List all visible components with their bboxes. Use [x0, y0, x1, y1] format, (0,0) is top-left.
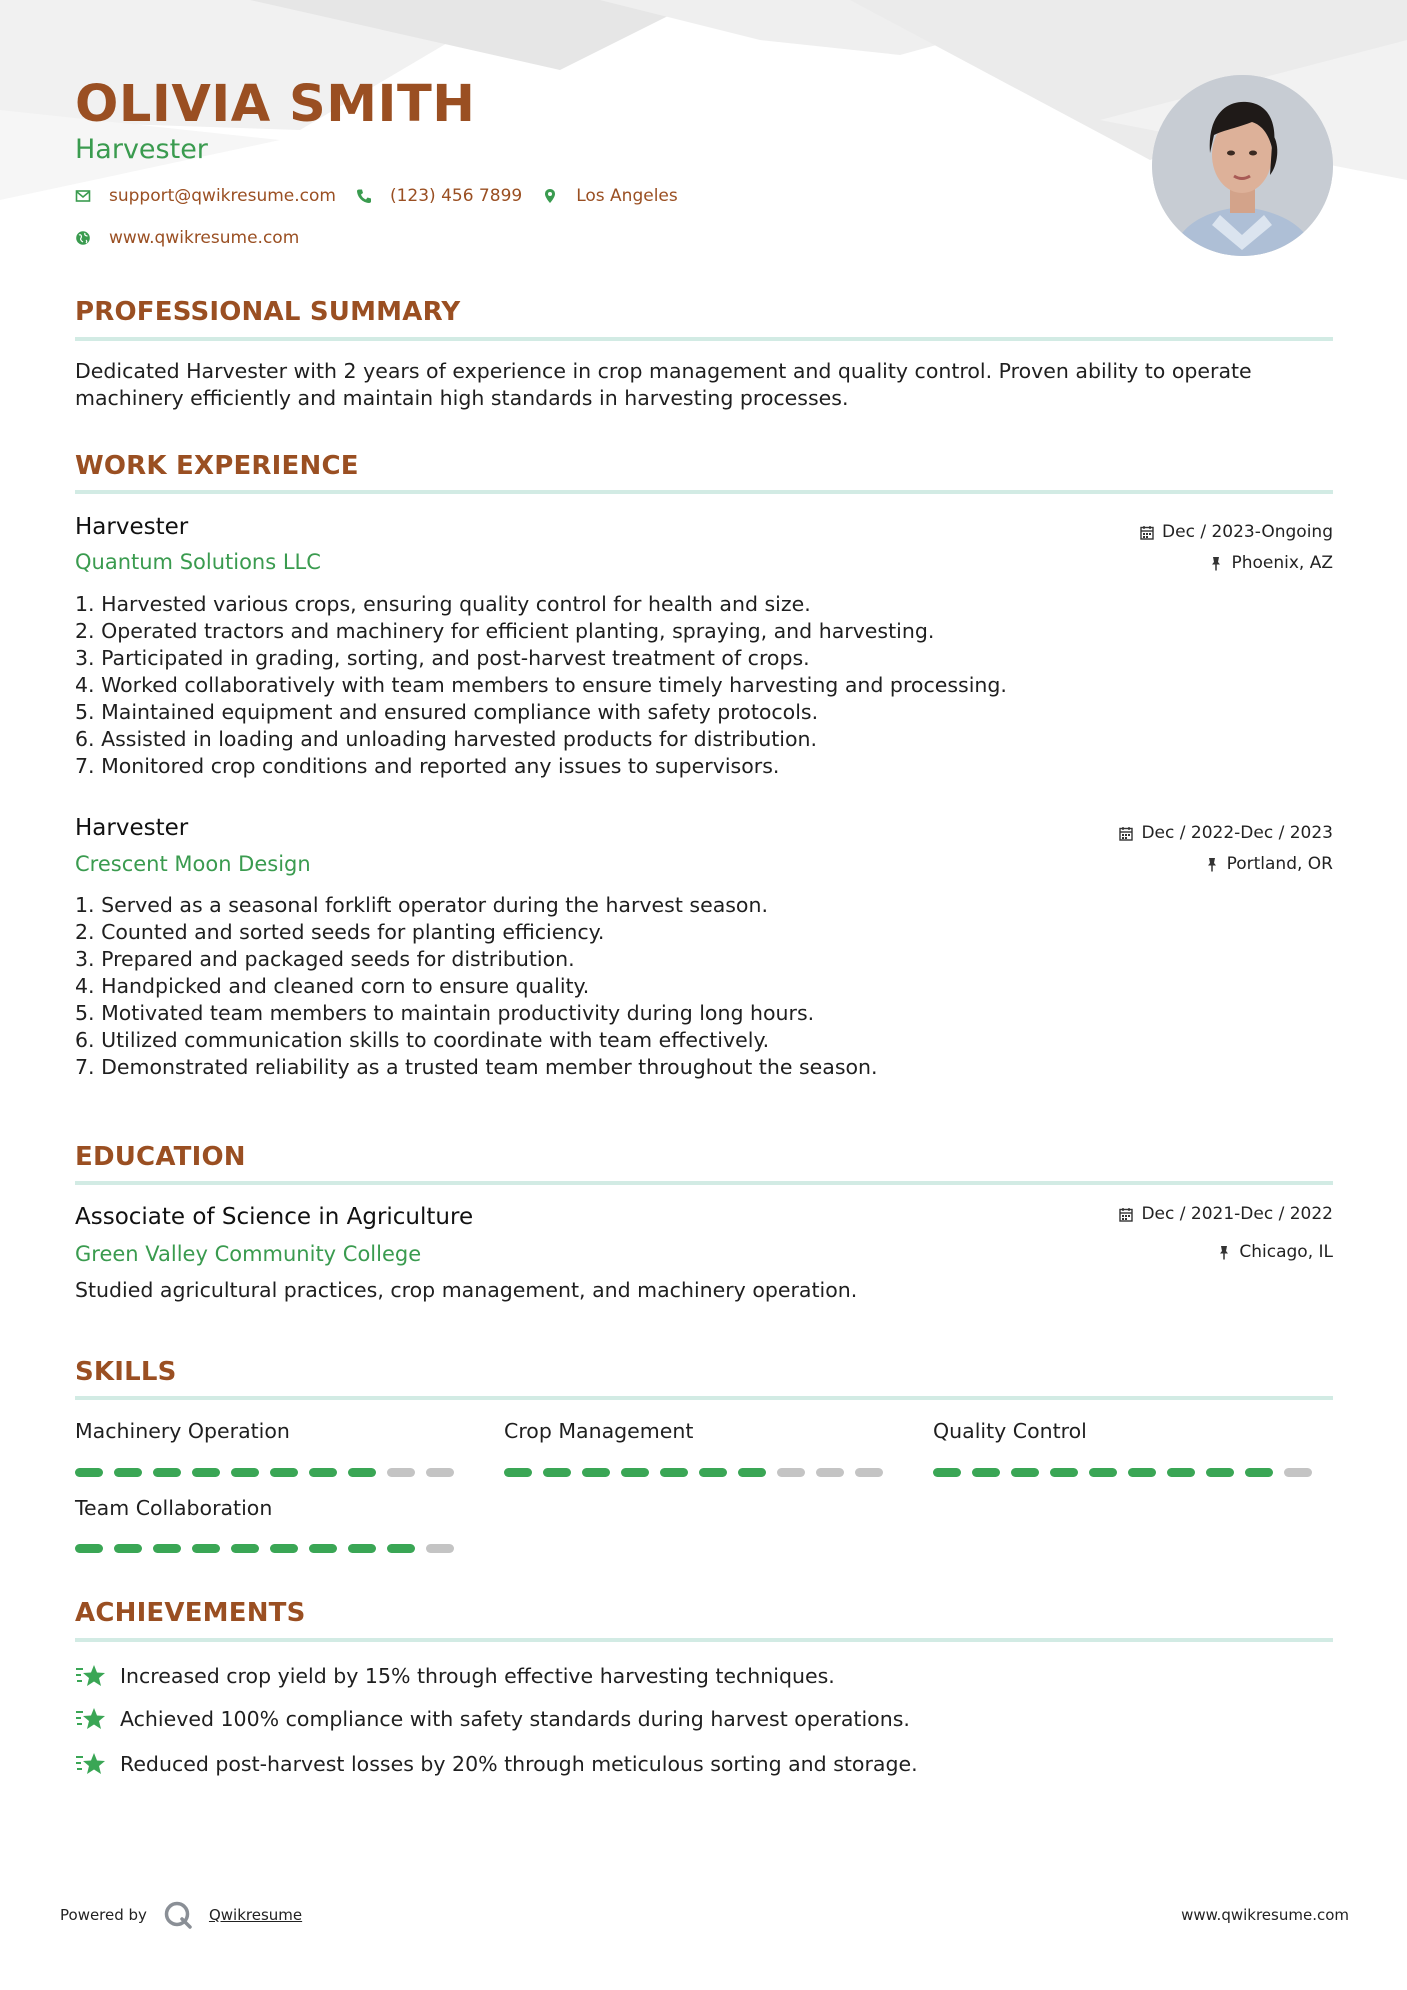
skill-level-bar: [75, 1544, 465, 1553]
skill-dash-filled: [348, 1544, 376, 1553]
achievement-text: Increased crop yield by 15% through effective harvesting techniques.: [120, 1664, 835, 1688]
avatar-illustration: [1152, 75, 1333, 256]
achievement-item: [75, 1663, 835, 1689]
contact-row: [75, 186, 698, 206]
skill-dash-filled: [75, 1468, 103, 1477]
candidate-title: Harvester: [75, 134, 208, 165]
skill-dash-filled: [1206, 1468, 1234, 1477]
skill-dash-filled: [270, 1468, 298, 1477]
skills-heading: SKILLS: [75, 1357, 177, 1387]
skill-dash-empty: [426, 1544, 454, 1553]
job-title: Harvester: [75, 514, 189, 540]
skill-name: Crop Management: [504, 1419, 694, 1443]
skill-name: Team Collaboration: [75, 1496, 273, 1520]
candidate-name: OLIVIA SMITH: [75, 75, 476, 134]
skill-dash-filled: [543, 1468, 571, 1477]
achievement-text: Reduced post-harvest losses by 20% through meticulous sorting and storage.: [120, 1752, 918, 1776]
footer-website[interactable]: www.qwikresume.com: [1181, 1906, 1349, 1924]
skill-dash-filled: [504, 1468, 532, 1477]
job-company: Crescent Moon Design: [75, 852, 311, 876]
job-dates: [1140, 521, 1333, 543]
skill-dash-empty: [1284, 1468, 1312, 1477]
job-location: [1209, 552, 1333, 574]
skill-dash-empty: [777, 1468, 805, 1477]
skill-dash-filled: [621, 1468, 649, 1477]
skill-name: Quality Control: [933, 1419, 1087, 1443]
skill-level-bar: [504, 1468, 894, 1477]
skill-dash-filled: [387, 1544, 415, 1553]
list-item: 6. Assisted in loading and unloading harvested products for distribution.: [75, 727, 818, 751]
list-item: 6. Utilized communication skills to coordinate with team effectively.: [75, 1028, 770, 1052]
pushpin-icon: [1209, 556, 1223, 571]
profile-photo: [1152, 75, 1333, 256]
skill-dash-filled: [309, 1468, 337, 1477]
map-pin-icon: [542, 188, 558, 204]
education-divider: [75, 1181, 1333, 1185]
skill-dash-filled: [699, 1468, 727, 1477]
achievements-heading: ACHIEVEMENTS: [75, 1598, 306, 1628]
list-item: 3. Participated in grading, sorting, and post-harvest treatment of crops.: [75, 646, 810, 670]
skill-dash-empty: [387, 1468, 415, 1477]
education-dates: [1119, 1203, 1333, 1225]
skill-dash-filled: [1011, 1468, 1039, 1477]
skill-dash-filled: [231, 1544, 259, 1553]
list-item: 1. Served as a seasonal forklift operator during the harvest season.: [75, 893, 768, 917]
list-item: 1. Harvested various crops, ensuring quality control for health and size.: [75, 592, 811, 616]
education-description: Studied agricultural practices, crop management, and machinery operation.: [75, 1278, 858, 1302]
education-dates-text: Dec / 2021-Dec / 2022: [1141, 1204, 1333, 1224]
skill-dash-filled: [1167, 1468, 1195, 1477]
contact-phone[interactable]: [356, 186, 522, 206]
location-text: Los Angeles: [576, 186, 678, 206]
summary-text: Dedicated Harvester with 2 years of experience in crop management and quality control. Proven ability to operate machinery efficiently and maintain high standards in harvesting processes.: [75, 359, 1252, 410]
education-location-text: Chicago, IL: [1239, 1242, 1333, 1262]
degree-title: Associate of Science in Agriculture: [75, 1204, 474, 1230]
skill-dash-empty: [855, 1468, 883, 1477]
summary-heading: PROFESSIONAL SUMMARY: [75, 297, 461, 327]
calendar-icon: [1119, 826, 1133, 841]
skill-dash-filled: [114, 1468, 142, 1477]
list-item: 3. Prepared and packaged seeds for distribution.: [75, 947, 575, 971]
skill-dash-filled: [660, 1468, 688, 1477]
skill-dash-filled: [114, 1544, 142, 1553]
job-location-text: Portland, OR: [1226, 854, 1333, 874]
job-title: Harvester: [75, 815, 189, 841]
skill-dash-filled: [192, 1468, 220, 1477]
skill-dash-filled: [1050, 1468, 1078, 1477]
list-item: 4. Worked collaboratively with team members to ensure timely harvesting and processing.: [75, 673, 1007, 697]
skill-dash-filled: [153, 1468, 181, 1477]
skill-dash-filled: [192, 1544, 220, 1553]
contact-row-website: [75, 228, 319, 248]
skill-dash-filled: [582, 1468, 610, 1477]
job-bullets: [75, 892, 1333, 1081]
job-dates-text: Dec / 2022-Dec / 2023: [1141, 823, 1333, 843]
skill-dash-empty: [426, 1468, 454, 1477]
skill-dash-filled: [972, 1468, 1000, 1477]
powered-by-label: Powered by: [60, 1906, 147, 1924]
skill-dash-filled: [1128, 1468, 1156, 1477]
skills-divider: [75, 1396, 1333, 1400]
achievement-item: [75, 1751, 918, 1777]
star-icon: [75, 1706, 107, 1732]
list-item: 2. Operated tractors and machinery for efficient planting, spraying, and harvesting.: [75, 619, 935, 643]
skill-dash-filled: [933, 1468, 961, 1477]
job-dates: [1119, 822, 1333, 844]
skill-dash-filled: [348, 1468, 376, 1477]
pushpin-icon: [1217, 1245, 1231, 1260]
achievement-item: [75, 1706, 910, 1732]
skill-dash-filled: [231, 1468, 259, 1477]
skill-dash-empty: [816, 1468, 844, 1477]
skill-dash-filled: [309, 1544, 337, 1553]
list-item: 7. Demonstrated reliability as a trusted team member throughout the season.: [75, 1055, 878, 1079]
list-item: 2. Counted and sorted seeds for planting efficiency.: [75, 920, 605, 944]
calendar-icon: [1140, 525, 1154, 540]
contact-email[interactable]: [75, 186, 336, 206]
job-bullets: [75, 591, 1333, 780]
contact-website[interactable]: [75, 228, 299, 248]
experience-heading: WORK EXPERIENCE: [75, 451, 359, 481]
phone-icon: [356, 188, 372, 204]
school-name: Green Valley Community College: [75, 1242, 422, 1266]
experience-divider: [75, 490, 1333, 494]
star-icon: [75, 1663, 107, 1689]
achievements-divider: [75, 1638, 1333, 1642]
job-company: Quantum Solutions LLC: [75, 550, 321, 574]
skill-level-bar: [75, 1468, 465, 1477]
list-item: 5. Motivated team members to maintain productivity during long hours.: [75, 1001, 815, 1025]
contact-location: [542, 186, 678, 206]
pushpin-icon: [1205, 857, 1219, 872]
education-heading: EDUCATION: [75, 1142, 246, 1172]
list-item: 5. Maintained equipment and ensured compliance with safety protocols.: [75, 700, 819, 724]
skill-name: Machinery Operation: [75, 1419, 290, 1443]
achievement-text: Achieved 100% compliance with safety standards during harvest operations.: [120, 1707, 910, 1731]
envelope-icon: [75, 188, 91, 204]
list-item: 7. Monitored crop conditions and reported any issues to supervisors.: [75, 754, 780, 778]
skill-dash-filled: [1245, 1468, 1273, 1477]
phone-text: (123) 456 7899: [389, 186, 523, 206]
skill-dash-filled: [1089, 1468, 1117, 1477]
list-item: 4. Handpicked and cleaned corn to ensure quality.: [75, 974, 590, 998]
globe-icon: [75, 230, 91, 246]
skill-dash-filled: [738, 1468, 766, 1477]
skill-dash-filled: [75, 1544, 103, 1553]
qwikresume-logo-icon: [163, 1900, 193, 1930]
job-location-text: Phoenix, AZ: [1231, 553, 1333, 573]
footer-powered-by: [60, 1900, 302, 1930]
calendar-icon: [1119, 1207, 1133, 1222]
email-text: support@qwikresume.com: [109, 186, 336, 206]
skill-dash-filled: [270, 1544, 298, 1553]
website-text: www.qwikresume.com: [109, 228, 300, 248]
skill-level-bar: [933, 1468, 1323, 1477]
summary-divider: [75, 337, 1333, 341]
job-dates-text: Dec / 2023-Ongoing: [1162, 522, 1333, 542]
job-location: [1205, 853, 1333, 875]
skill-dash-filled: [153, 1544, 181, 1553]
education-location: [1217, 1241, 1333, 1263]
star-icon: [75, 1751, 107, 1777]
qwikresume-link[interactable]: Qwikresume: [208, 1906, 303, 1924]
